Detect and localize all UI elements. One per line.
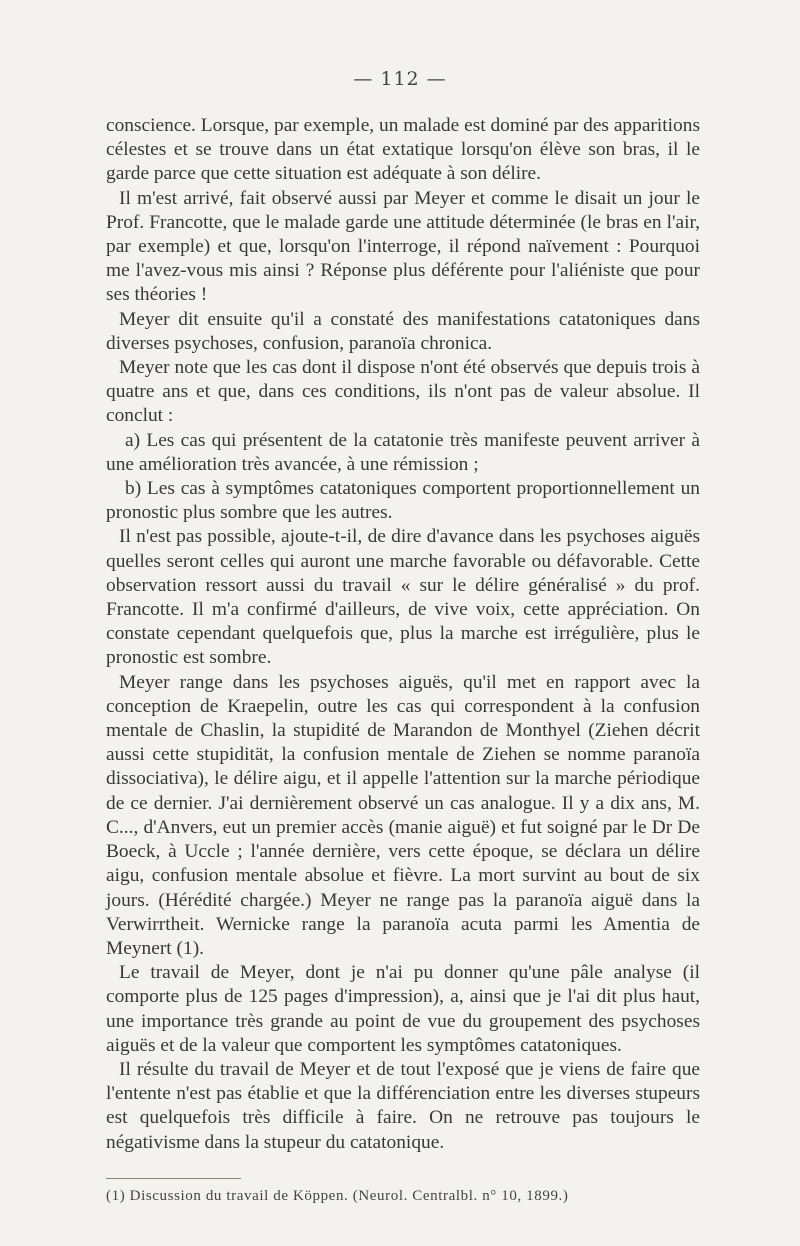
paragraph: Il n'est pas possible, ajoute-t-il, de dire d'avance dans les psychoses aiguës quelles seront celles qui auront une marche favorable ou défavorable. Cette observation ressort aussi du travail « sur le délire généralisé » du prof. Francotte. Il m'a confirmé d'ailleurs, de vive voix, cette appréciation. On constate cependant quelquefois que, plus la marche est irrégulière, plus le pronostic est sombre. <box>106 526 700 669</box>
page-number: — 112 — <box>353 68 447 90</box>
body-text <box>106 114 700 1155</box>
footnote-divider <box>106 1178 241 1179</box>
paragraph: Meyer dit ensuite qu'il a constaté des manifestations catatoniques dans diverses psychoses, confusion, paranoïa chronica. <box>106 308 700 354</box>
conclusion-item-a: a) Les cas qui présentent de la catatonie très manifeste peuvent arriver à une amélioration très avancée, à une rémission ; <box>106 429 700 475</box>
conclusion-item-b: b) Les cas à symptômes catatoniques comportent proportionnellement un pronostic plus sombre que les autres. <box>106 478 700 524</box>
paragraph: Meyer range dans les psychoses aiguës, qu'il met en rapport avec la conception de Kraepelin, outre les cas qui correspondent à la confusion mentale de Chaslin, la stupidité de Marandon de Monthyel (Ziehen décrit aussi cette stupidität, la confusion mentale de Ziehen se nomme paranoïa dissociativa), le délire aigu, et il appelle l'attention sur la marche périodique de ce dernier. J'ai dernièrement observé un cas analogue. Il y a dix ans, M. C..., d'Anvers, eut un premier accès (manie aiguë) et fut soigné par le Dr De Boeck, à Uccle ; l'année dernière, vers cette époque, se déclara un délire aigu, confusion mentale absolue et fièvre. La mort survint au bout de six jours. (Hérédité chargée.) Meyer ne range pas la paranoïa aiguë dans la Verwirrtheit. Wernicke range la paranoïa acuta parmi les Amentia de Meynert (1). <box>106 671 700 959</box>
paragraph: Il résulte du travail de Meyer et de tout l'exposé que je viens de faire que l'entente n'est pas établie et que la différenciation entre les diverses stupeurs est quelquefois très difficile à faire. On ne retrouve pas toujours le négativisme dans la stupeur du catatonique. <box>106 1058 700 1153</box>
footnote: (1) Discussion du travail de Köppen. (Neurol. Centralbl. n° 10, 1899.) <box>106 1188 569 1204</box>
paragraph: Le travail de Meyer, dont je n'ai pu donner qu'une pâle analyse (il comporte plus de 125 pages d'impression), a, ainsi que je l'ai dit plus haut, une importance très grande au point de vue du groupement des psychoses aiguës et de la valeur que comportent les symptômes catatoniques. <box>106 962 700 1056</box>
paragraph: Il m'est arrivé, fait observé aussi par Meyer et comme le disait un jour le Prof. Francotte, que le malade garde une attitude déterminée (le bras en l'air, par exemple) et que, lorsqu'on l'interroge, il répond naïvement : Pourquoi me l'avez-vous mis ainsi ? Réponse plus déférente pour l'aliéniste que pour ses théories ! <box>106 187 700 306</box>
paragraph: Meyer note que les cas dont il dispose n'ont été observés que depuis trois à quatre ans et que, dans ces conditions, ils n'ont pas de valeur absolue. Il conclut : <box>106 357 700 427</box>
paragraph-continuation: conscience. Lorsque, par exemple, un malade est dominé par des apparitions célestes et se trouve dans un état extatique lorsqu'on élève son bras, il le garde parce que cette situation est adéquate à son délire. <box>106 115 700 185</box>
